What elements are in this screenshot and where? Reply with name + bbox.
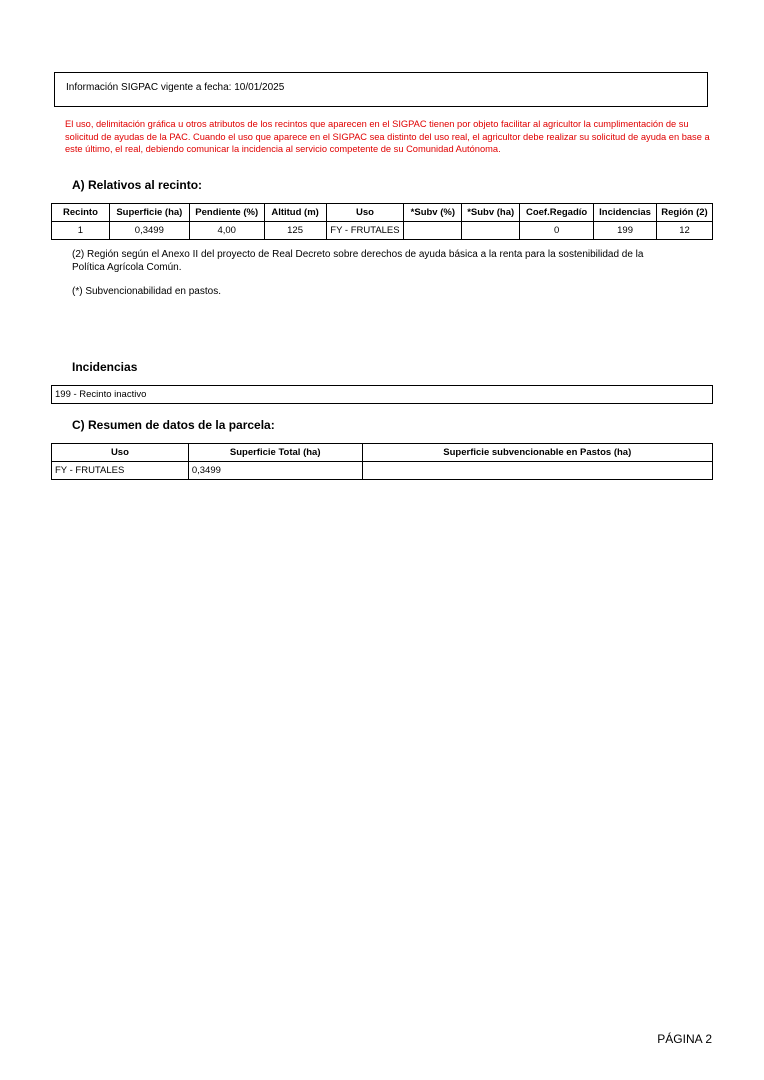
sigpac-info-box <box>54 72 708 107</box>
cell-superficie: 0,3499 <box>109 222 189 240</box>
resumen-table <box>51 443 713 480</box>
sigpac-date-text: Información SIGPAC vigente a fecha: 10/01/2025 <box>66 82 285 93</box>
note-subvencionabilidad: (*) Subvencionabilidad en pastos. <box>72 286 221 297</box>
col-pendiente: Pendiente (%) <box>189 204 264 222</box>
table-row <box>52 462 713 480</box>
table-row <box>52 222 713 240</box>
col-subv-pct: *Subv (%) <box>404 204 462 222</box>
col-recinto: Recinto <box>52 204 110 222</box>
incidencia-item: 199 - Recinto inactivo <box>55 389 147 400</box>
col-uso: Uso <box>52 444 189 462</box>
cell-superficie-pastos <box>362 462 712 480</box>
col-uso: Uso <box>326 204 404 222</box>
recinto-table <box>51 203 713 240</box>
cell-pendiente: 4,00 <box>189 222 264 240</box>
col-superficie-total: Superficie Total (ha) <box>188 444 362 462</box>
page-number: PÁGINA 2 <box>657 1032 712 1046</box>
notice-text: El uso, delimitación gráfica u otros atributos de los recintos que aparecen en el SIGPAC tienen por objeto facilitar al agricultor la cumplimentación de su solicitud de ayudas de la PAC. Cuando el uso que aparece en el SIGPAC sea distinto del uso real, el agricultor debe realizar su solicitud de ayuda en base a este último, el real, debiendo comunicar la incidencia al servicio competente de su Comunidad Autónoma. <box>65 119 710 154</box>
cell-uso: FY - FRUTALES <box>326 222 404 240</box>
section-a-title: A) Relativos al recinto: <box>72 178 203 192</box>
section-c-title: C) Resumen de datos de la parcela: <box>72 418 275 432</box>
col-altitud: Altitud (m) <box>264 204 326 222</box>
incidencias-title: Incidencias <box>72 360 138 374</box>
cell-incidencias: 199 <box>594 222 657 240</box>
col-superficie-pastos: Superficie subvencionable en Pastos (ha) <box>362 444 712 462</box>
cell-subv-ha <box>462 222 520 240</box>
col-subv-ha: *Subv (ha) <box>462 204 520 222</box>
col-coef-regadio: Coef.Regadío <box>520 204 594 222</box>
cell-subv-pct <box>404 222 462 240</box>
incidencias-box <box>51 385 713 404</box>
cell-superficie-total: 0,3499 <box>188 462 362 480</box>
cell-recinto: 1 <box>52 222 110 240</box>
cell-region: 12 <box>657 222 713 240</box>
col-incidencias: Incidencias <box>594 204 657 222</box>
cell-altitud: 125 <box>264 222 326 240</box>
col-superficie: Superficie (ha) <box>109 204 189 222</box>
note-region: (2) Región según el Anexo II del proyecto de Real Decreto sobre derechos de ayuda básica a la renta para la sostenibilidad de la Política Agrícola Común. <box>72 249 644 273</box>
col-region: Región (2) <box>657 204 713 222</box>
resumen-table-header <box>52 444 713 462</box>
cell-coef-regadio: 0 <box>520 222 594 240</box>
cell-uso: FY - FRUTALES <box>52 462 189 480</box>
recinto-table-header <box>52 204 713 222</box>
